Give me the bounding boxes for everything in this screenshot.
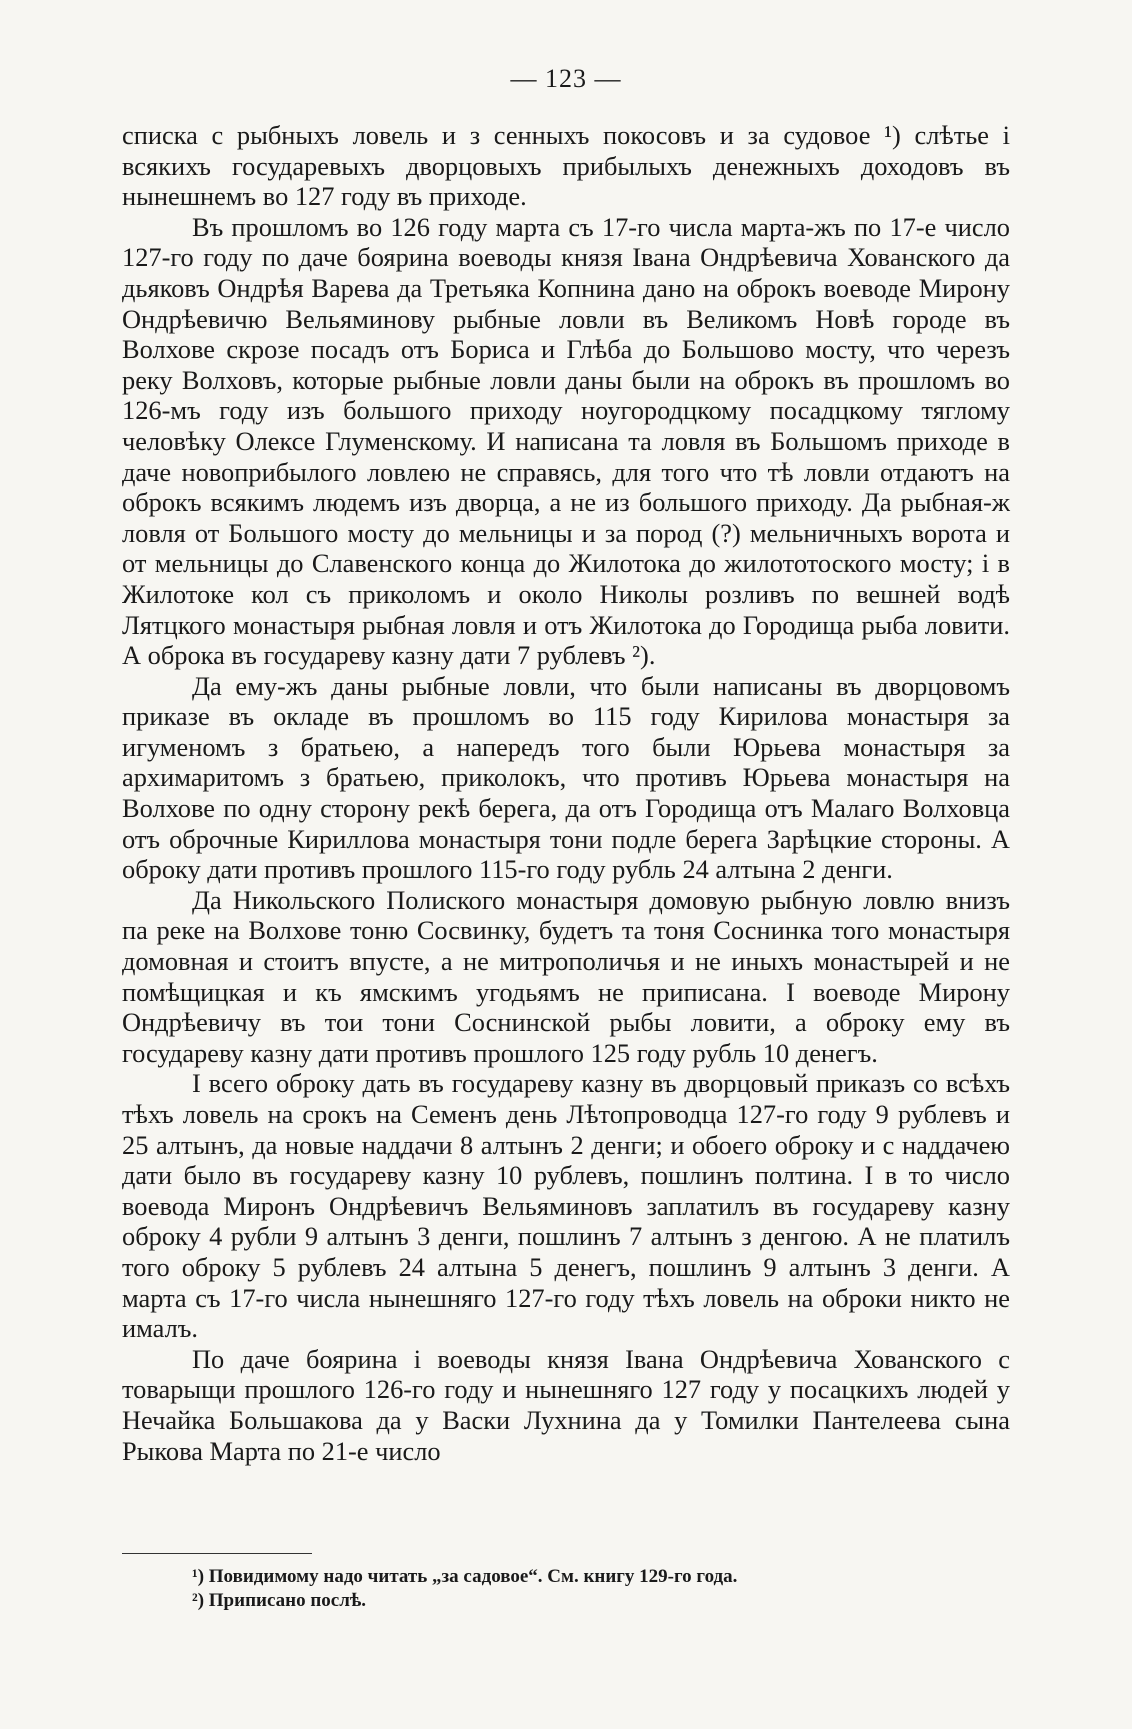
page-number: — 123 — [510, 64, 622, 93]
paragraph-6: По даче боярина і воеводы князя Івана Ондрѣевича Хованского с товарыщи прошлого 126-го году и нынешняго 127 году у посацкихъ людей у Нечайка Большакова да у Васки Лухнина да у Томилки Пантелеева сына Рыкова Марта по 21-е число [122, 1343, 1010, 1466]
footnote-divider [122, 1553, 312, 1554]
paragraph-2: Въ прошломъ во 126 году марта съ 17-го числа марта-жъ по 17-е число 127-го году по даче боярина воеводы князя Івана Ондрѣевича Хованского да дьяковъ Ондрѣя Варева да Третьяка Копнина дано на оброкъ воеводе Мирону Ондрѣевичю Вельяминову рыбные ловли въ Великомъ Новѣ городе въ Волхове скрозе посадъ отъ Бориса и Глѣба до Большово мосту, что черезъ реку Волховъ, которые рыбные ловли даны были на оброкъ въ прошломъ во 126-мъ году изъ большого приходу ноугородцкому посадцкому тяглому человѣку Олексе Глуменскому. И написана та ловля въ Большомъ приходе в даче новоприбылого ловлею не справясь, для того что тѣ ловли отдаютъ на оброкъ всякимъ людемъ изъ дворца, а не из большого приходу. Да рыбная-ж ловля от Большого мосту до мельницы и за пород (?) мельничныхъ ворота и от мельницы до Славенского конца до Жилотока до жилототоского мосту; і в Жилотоке кол съ приколомъ и около Николы розливъ по вешней водѣ Лятцкого монастыря рыбная ловля и отъ Жилотока до Городища рыба ловити. А оброка въ государеву казну дати 7 рублевъ ²). [122, 211, 1010, 671]
paragraph-5: І всего оброку дать въ государеву казну въ дворцовый приказъ со всѣхъ тѣхъ ловель на срокъ на Семенъ день Лѣтопроводца 127-го году 9 рублевъ и 25 алтынъ, да новые наддачи 8 алтынъ 2 денги; и обоего оброку и с наддачею дати было въ государеву казну 10 рублевъ, пошлинъ полтина. І в то число воевода Миронъ Ондрѣевичъ Вельяминовъ заплатилъ въ государеву казну оброку 4 рубли 9 алтынъ 3 денги, пошлинъ 7 алтынъ з денгою. А не платилъ того оброку 5 рублевъ 24 алтына 5 денегъ, пошлинъ 9 алтынъ 3 денги. А марта съ 17-го числа нынешняго 127-го году тѣхъ ловель на оброки никто не ималъ. [122, 1068, 1010, 1344]
body-text [122, 120, 1010, 1466]
footnote-2: ²) Приписано послѣ. [192, 1590, 367, 1611]
footnotes [192, 1565, 1012, 1613]
footnote-1: ¹) Повидимому надо читать „за садовое“. См. книгу 129-го года. [192, 1566, 738, 1587]
paragraph-4: Да Никольского Полиского монастыря домовую рыбную ловлю внизъ па реке на Волхове тоню Сосвинку, будетъ та тоня Соснинка того монастыря домовная и стоитъ впусте, а не митрополичья и не иныхъ монастырей и не помѣщицкая и къ ямскимъ угодьямъ не приписана. І воеводе Мирону Ондрѣевичу въ тои тони Соснинской рыбы ловити, а оброку ему въ государеву казну дати противъ прошлого 125 году рубль 10 денегъ. [122, 884, 1010, 1068]
paragraph-1: списка с рыбныхъ ловель и з сенныхъ покосовъ и за судовое ¹) слѣтье і всякихъ государевыхъ дворцовыхъ прибылыхъ денежныхъ доходовъ въ нынешнемъ во 127 году въ приходе. [122, 120, 1010, 212]
paragraph-3: Да ему-жъ даны рыбные ловли, что были написаны въ дворцовомъ приказе въ окладе въ прошломъ во 115 году Кирилова монастыря за игуменомъ з братьею, а напередъ того были Юрьева монастыря за архимаритомъ з братьею, приколокъ, что противъ Юрьева монастыря на Волхове по одну сторону рекѣ берега, да отъ Городища отъ Малаго Волховца отъ оброчные Кириллова монастыря тони подле берега Зарѣцкие стороны. А оброку дати противъ прошлого 115-го году рубль 24 алтына 2 денги. [122, 670, 1010, 885]
